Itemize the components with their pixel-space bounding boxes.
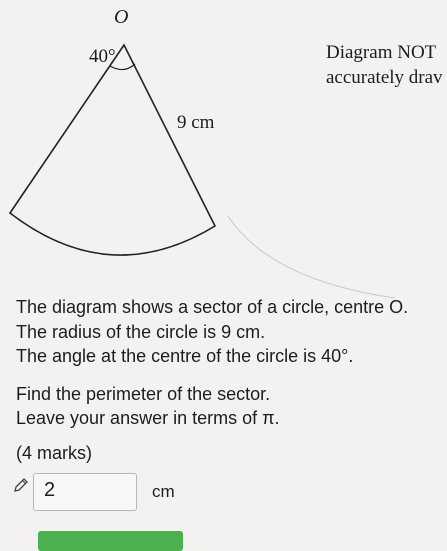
- angle-label: 40°: [89, 46, 116, 67]
- question-line-5: Leave your answer in terms of π.: [16, 408, 280, 428]
- marks-label: (4 marks): [16, 443, 92, 463]
- question-line-1: The diagram shows a sector of a circle, centre O.: [16, 297, 409, 317]
- pencil-icon: [12, 476, 30, 494]
- diagram-note-line2: accurately drav: [326, 67, 443, 88]
- answer-unit: cm: [152, 482, 175, 501]
- sector-shape: [10, 45, 215, 255]
- submit-button[interactable]: [38, 531, 183, 551]
- question-line-4: Find the perimeter of the sector.: [16, 384, 271, 404]
- question-line-3: The angle at the centre of the circle is 40°.: [16, 346, 354, 366]
- centre-label: O: [114, 6, 129, 28]
- radius-label: 9 cm: [177, 112, 215, 133]
- answer-input[interactable]: 2: [33, 473, 137, 511]
- diagram-note-line1: Diagram NOT: [326, 42, 437, 63]
- question-line-2: The radius of the circle is 9 cm.: [16, 322, 266, 342]
- faint-background-curve: [228, 216, 395, 298]
